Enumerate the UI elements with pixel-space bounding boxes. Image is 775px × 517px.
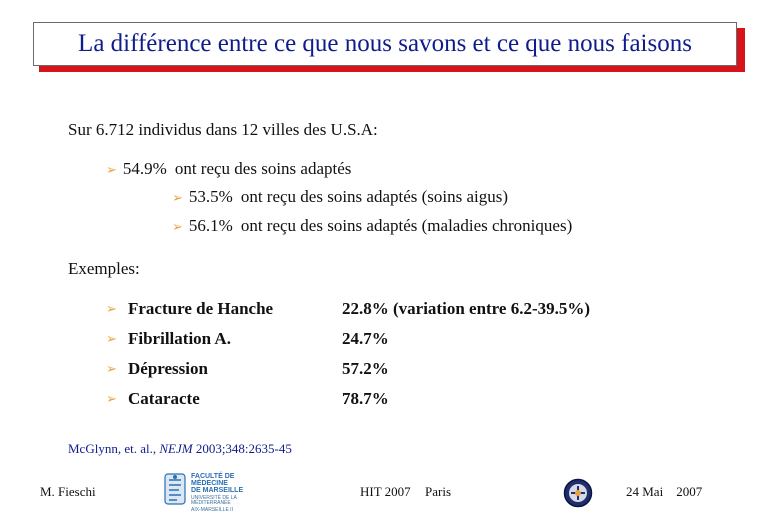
bullet-percent: 53.5% <box>188 187 233 206</box>
bullet-item <box>172 187 508 207</box>
round-emblem-icon <box>563 478 593 508</box>
arrow-bullet-icon: ➢ <box>106 302 117 317</box>
intro-text: Sur 6.712 individus dans 12 villes des U.S.A: <box>68 120 378 139</box>
footer-author: M. Fieschi <box>40 484 96 499</box>
footer-event: HIT 2007 <box>360 484 411 499</box>
arrow-bullet-icon: ➢ <box>106 362 117 377</box>
footer-city: Paris <box>425 484 451 499</box>
example-value: 24.7% <box>342 329 389 348</box>
reference-details: 2003;348:2635-45 <box>192 441 292 456</box>
arrow-bullet-icon: ➢ <box>172 191 183 206</box>
faculty-emblem-icon <box>163 471 189 509</box>
reference-journal: NEJM <box>159 441 193 456</box>
round-emblem-logo <box>563 478 593 513</box>
example-value: 57.2% <box>342 359 389 378</box>
example-value: 22.8% (variation entre 6.2-39.5%) <box>342 299 591 318</box>
faculty-logo-text <box>191 473 271 513</box>
bullet-item <box>172 216 572 236</box>
arrow-bullet-icon: ➢ <box>106 392 117 407</box>
footer-date: 24 Mai 2007 <box>626 484 703 499</box>
bullet-text: ont reçu des soins adaptés (soins aigus) <box>240 187 509 206</box>
faculty-city: DE MARSEILLE <box>191 487 244 494</box>
reference-citation <box>68 441 292 457</box>
example-name: Fracture de Hanche <box>128 299 274 318</box>
examples-label: Exemples: <box>68 259 140 278</box>
bullet-percent: 54.9% <box>122 159 167 178</box>
bullet-percent: 56.1% <box>188 216 233 235</box>
example-name: Fibrillation A. <box>128 329 231 348</box>
arrow-bullet-icon: ➢ <box>106 332 117 347</box>
slide-title: La différence entre ce que nous savons et ce que nous faisons <box>78 30 692 57</box>
arrow-bullet-icon: ➢ <box>172 220 183 235</box>
university-name: UNIVERSITÉ DE LA MÉDITERRANÉE <box>191 495 237 506</box>
example-name: Cataracte <box>128 389 200 408</box>
faculty-name: FACULTÉ DE MÉDECINE <box>191 473 235 487</box>
university-sub: AIX-MARSEILLE II <box>191 507 233 513</box>
faculty-logo <box>163 471 271 511</box>
bullet-item <box>106 159 351 179</box>
bullet-text: ont reçu des soins adaptés <box>174 159 352 178</box>
arrow-bullet-icon: ➢ <box>106 163 117 178</box>
example-name: Dépression <box>128 359 208 378</box>
example-value: 78.7% <box>342 389 389 408</box>
bullet-text: ont reçu des soins adaptés (maladies chroniques) <box>240 216 573 235</box>
title-box <box>33 22 737 66</box>
reference-authors: McGlynn, et. al., <box>68 441 160 456</box>
